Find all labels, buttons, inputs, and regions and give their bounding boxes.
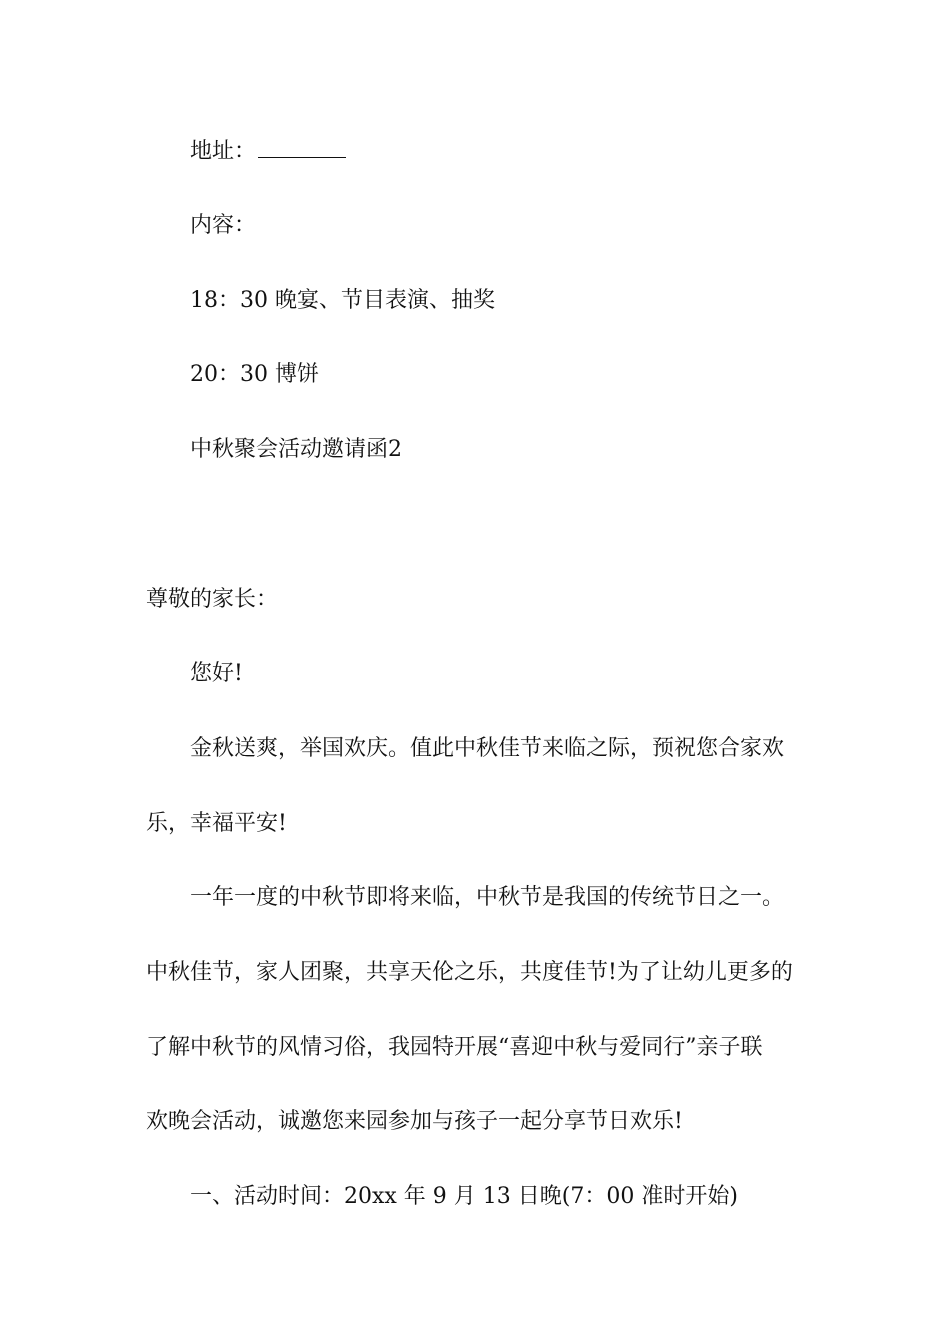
paragraph-1-line-1: 金秋送爽，举国欢庆。值此中秋佳节来临之际，预祝您合家欢	[190, 736, 785, 761]
paragraph-2-line-3: 了解中秋节的风情习俗，我园特开展“喜迎中秋与爱同行”亲子联	[146, 1035, 763, 1060]
salutation: 尊敬的家长：	[146, 587, 279, 612]
paragraph-2-line-4: 欢晚会活动，诚邀您来园参加与孩子一起分享节日欢乐!	[146, 1109, 683, 1134]
paragraph-2-line-1: 一年一度的中秋节即将来临，中秋节是我国的传统节日之一。	[190, 885, 785, 910]
address-label: 地址：	[190, 139, 257, 164]
paragraph-2-line-2: 中秋佳节，家人团聚，共享天伦之乐，共度佳节!为了让幼儿更多的	[146, 960, 793, 985]
activity-time-line: 一、活动时间：20xx 年 9 月 13 日晚(7：00 准时开始)	[190, 1184, 738, 1209]
schedule-item-1: 18：30 晚宴、节目表演、抽奖	[190, 288, 495, 313]
schedule-item-2: 20：30 博饼	[190, 362, 319, 387]
address-blank-underline	[258, 139, 346, 158]
section-title: 中秋聚会活动邀请函2	[190, 437, 402, 462]
paragraph-1-line-2: 乐，幸福平安!	[146, 811, 287, 836]
address-line	[190, 138, 346, 166]
content-label: 内容：	[190, 213, 257, 238]
greeting: 您好!	[190, 661, 243, 686]
